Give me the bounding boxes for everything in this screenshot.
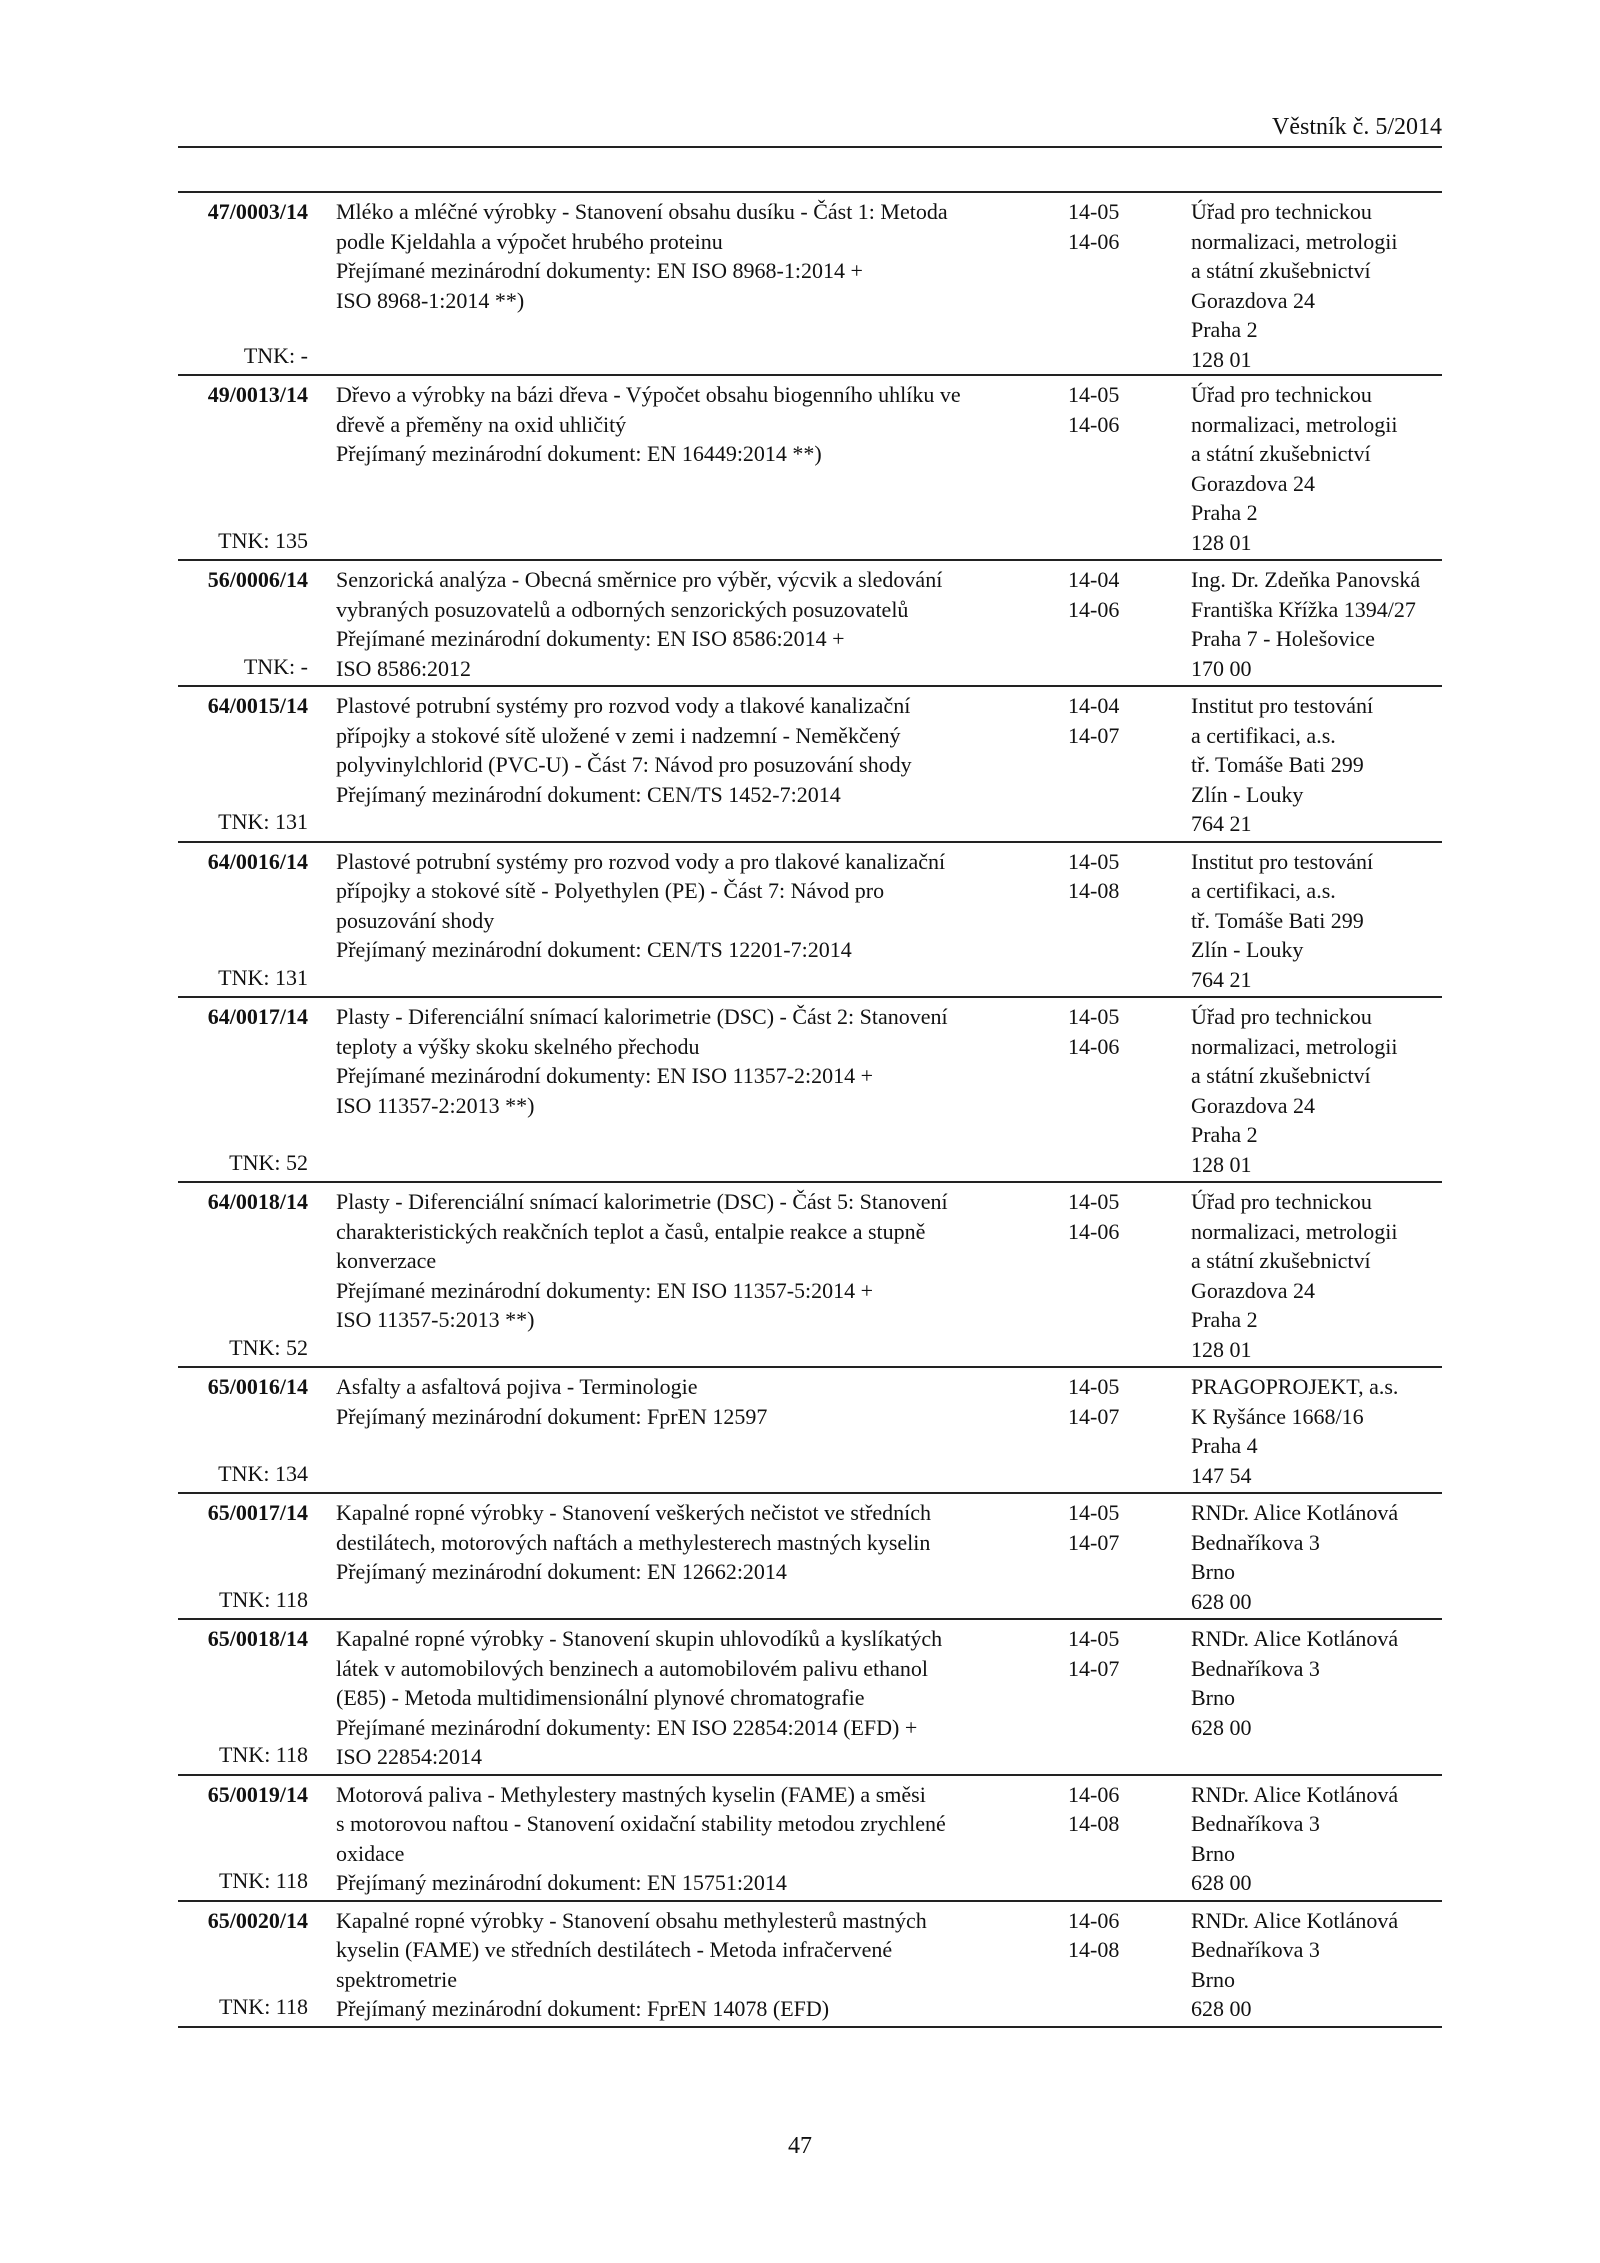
standards-table	[178, 191, 1442, 2028]
record-code: 65/0016/14	[207, 1374, 308, 1399]
description-line: spektrometrie	[336, 1966, 457, 1992]
description-line: přípojky a stokové sítě - Polyethylen (PE) - Část 7: Návod pro	[336, 878, 885, 903]
header-rule	[178, 146, 1442, 148]
description-cell	[336, 1906, 1056, 2024]
tnk-number: TNK: 118	[218, 1994, 308, 2019]
record-code: 65/0019/14	[207, 1781, 308, 1807]
date-value: 14-05	[1068, 382, 1120, 407]
contact-line: Praha 2	[1191, 317, 1258, 342]
contact-cell	[1191, 565, 1451, 683]
record-code: 65/0020/14	[207, 1907, 308, 1933]
table-row	[178, 1494, 1442, 1620]
contact-line: Praha 2	[1191, 1122, 1258, 1147]
dates-cell	[1068, 691, 1188, 750]
dates-cell	[1068, 1372, 1188, 1431]
table-row	[178, 1620, 1442, 1776]
contact-line: Institut pro testování	[1191, 848, 1374, 874]
contact-line: tř. Tomáše Bati 299	[1191, 907, 1364, 933]
contact-cell	[1191, 1624, 1451, 1742]
contact-line: Františka Křížka 1394/27	[1191, 596, 1416, 622]
record-code-cell	[178, 1187, 308, 1362]
contact-line: Gorazdova 24	[1191, 1092, 1316, 1118]
contact-line: a státní zkušebnictví	[1191, 258, 1371, 283]
date-value: 14-06	[1068, 1781, 1120, 1807]
contact-line: RNDr. Alice Kotlánová	[1191, 1500, 1399, 1525]
page-number: 47	[788, 2133, 812, 2159]
record-code: 64/0015/14	[207, 693, 308, 718]
date-value: 14-04	[1068, 567, 1120, 592]
contact-line: Institut pro testování	[1191, 693, 1374, 718]
description-line: přípojky a stokové sítě uložené v zemi i nadzemní - Neměkčený	[336, 722, 901, 748]
description-line: kyselin (FAME) ve středních destilátech - Metoda infračervené	[336, 1937, 893, 1962]
table-row	[178, 1368, 1442, 1494]
record-code-cell	[178, 1906, 308, 2022]
tnk-number: TNK: 118	[218, 1586, 308, 1612]
dates-cell	[1068, 1780, 1188, 1839]
dates-cell	[1068, 380, 1188, 439]
contact-line: Bednaříkova 3	[1191, 1529, 1320, 1555]
contact-line: a státní zkušebnictví	[1191, 1063, 1371, 1088]
contact-line: 628 00	[1191, 1870, 1252, 1895]
contact-cell	[1191, 691, 1451, 839]
record-code-cell	[178, 565, 308, 681]
description-line: (E85) - Metoda multidimensionální plynové chromatografie	[336, 1685, 865, 1710]
description-line: Plastové potrubní systémy pro rozvod vody a tlakové kanalizační	[336, 693, 911, 718]
description-line: Přejímaný mezinárodní dokument: EN 16449:2014 **)	[336, 441, 822, 466]
description-line: dřevě a přeměny na oxid uhličitý	[336, 411, 627, 437]
date-value: 14-07	[1068, 1403, 1120, 1429]
record-code-cell	[178, 1780, 308, 1896]
date-value: 14-05	[1068, 1189, 1120, 1214]
description-line: Kapalné ropné výrobky - Stanovení obsahu methylesterů mastných	[336, 1907, 927, 1933]
contact-line: Praha 7 - Holešovice	[1191, 626, 1375, 651]
date-value: 14-05	[1068, 1004, 1120, 1029]
contact-line: Bednaříkova 3	[1191, 1655, 1320, 1681]
contact-line: a státní zkušebnictví	[1191, 441, 1371, 466]
contact-line: 628 00	[1191, 1996, 1252, 2021]
contact-cell	[1191, 1906, 1451, 2024]
description-line: charakteristických reakčních teplot a časů, entalpie reakce a stupně	[336, 1218, 926, 1244]
description-line: Přejímaný mezinárodní dokument: FprEN 12597	[336, 1403, 768, 1429]
contact-line: 128 01	[1191, 1151, 1252, 1177]
dates-cell	[1068, 1498, 1188, 1557]
description-line: Plasty - Diferenciální snímací kalorimetrie (DSC) - Část 5: Stanovení	[336, 1189, 948, 1214]
journal-title: Věstník č. 5/2014	[1272, 114, 1442, 140]
description-line: látek v automobilových benzinech a automobilovém palivu ethanol	[336, 1655, 929, 1681]
description-line: Přejímané mezinárodní dokumenty: EN ISO 11357-2:2014 +	[336, 1063, 874, 1088]
record-code: 47/0003/14	[207, 199, 308, 224]
contact-line: Úřad pro technickou	[1191, 1189, 1372, 1214]
date-value: 14-07	[1068, 1529, 1120, 1555]
tnk-number: TNK: 52	[229, 1334, 308, 1360]
contact-cell	[1191, 1372, 1451, 1490]
table-row	[178, 1183, 1442, 1368]
description-cell	[336, 691, 1056, 809]
table-row	[178, 998, 1442, 1183]
description-line: vybraných posuzovatelů a odborných senzorických posuzovatelů	[336, 596, 909, 622]
table-row	[178, 191, 1442, 376]
contact-line: a státní zkušebnictví	[1191, 1248, 1371, 1273]
description-line: ISO 11357-2:2013 **)	[336, 1092, 535, 1118]
description-line: polyvinylchlorid (PVC-U) - Část 7: Návod pro posuzování shody	[336, 752, 912, 777]
contact-line: Úřad pro technickou	[1191, 1004, 1372, 1029]
contact-line: Bednaříkova 3	[1191, 1811, 1320, 1836]
description-line: Kapalné ropné výrobky - Stanovení veškerých nečistot ve středních	[336, 1500, 932, 1525]
contact-line: RNDr. Alice Kotlánová	[1191, 1626, 1399, 1651]
description-line: Kapalné ropné výrobky - Stanovení skupin uhlovodíků a kyslíkatých	[336, 1626, 943, 1651]
contact-cell	[1191, 1498, 1451, 1616]
description-line: Plasty - Diferenciální snímací kalorimetrie (DSC) - Část 2: Stanovení	[336, 1004, 948, 1029]
date-value: 14-05	[1068, 199, 1120, 224]
contact-line: Zlín - Louky	[1191, 937, 1304, 962]
tnk-number: TNK: -	[243, 653, 308, 679]
date-value: 14-04	[1068, 693, 1120, 718]
tnk-number: TNK: 131	[218, 964, 308, 990]
tnk-number: TNK: -	[243, 342, 308, 368]
contact-line: tř. Tomáše Bati 299	[1191, 752, 1364, 777]
description-line: destilátech, motorových naftách a methylesterech mastných kyselin	[336, 1529, 931, 1555]
date-value: 14-06	[1068, 1033, 1120, 1059]
contact-line: Ing. Dr. Zdeňka Panovská	[1191, 567, 1421, 592]
date-value: 14-05	[1068, 848, 1120, 874]
record-code: 65/0017/14	[207, 1500, 308, 1525]
contact-line: K Ryšánce 1668/16	[1191, 1403, 1364, 1429]
date-value: 14-05	[1068, 1500, 1120, 1525]
description-line: Plastové potrubní systémy pro rozvod vody a pro tlakové kanalizační	[336, 848, 946, 874]
description-line: Přejímaný mezinárodní dokument: CEN/TS 1452-7:2014	[336, 781, 841, 807]
description-line: Přejímané mezinárodní dokumenty: EN ISO 22854:2014 (EFD) +	[336, 1714, 918, 1740]
contact-line: 170 00	[1191, 655, 1252, 681]
date-value: 14-08	[1068, 878, 1120, 903]
tnk-number: TNK: 131	[218, 809, 308, 834]
table-row	[178, 561, 1442, 687]
description-cell	[336, 1002, 1056, 1120]
contact-line: Brno	[1191, 1966, 1235, 1992]
contact-cell	[1191, 197, 1451, 374]
date-value: 14-06	[1068, 1907, 1120, 1933]
dates-cell	[1068, 1906, 1188, 1965]
contact-line: normalizaci, metrologii	[1191, 1033, 1398, 1059]
contact-line: Gorazdova 24	[1191, 287, 1316, 313]
contact-line: normalizaci, metrologii	[1191, 1218, 1398, 1244]
contact-line: Praha 2	[1191, 500, 1258, 525]
contact-line: 764 21	[1191, 811, 1252, 836]
description-line: Asfalty a asfaltová pojiva - Terminologie	[336, 1374, 698, 1399]
description-line: Dřevo a výrobky na bázi dřeva - Výpočet obsahu biogenního uhlíku ve	[336, 382, 961, 407]
description-line: Mléko a mléčné výrobky - Stanovení obsahu dusíku - Část 1: Metoda	[336, 199, 948, 224]
contact-cell	[1191, 380, 1451, 557]
record-code-cell	[178, 1498, 308, 1614]
description-line: Přejímané mezinárodní dokumenty: EN ISO 11357-5:2014 +	[336, 1277, 874, 1303]
dates-cell	[1068, 197, 1188, 256]
date-value: 14-06	[1068, 596, 1120, 622]
table-row	[178, 376, 1442, 561]
dates-cell	[1068, 847, 1188, 906]
tnk-number: TNK: 52	[229, 1149, 308, 1175]
description-cell	[336, 380, 1056, 469]
record-code: 64/0016/14	[207, 848, 308, 874]
tnk-number: TNK: 134	[218, 1460, 308, 1486]
record-code: 49/0013/14	[207, 382, 308, 407]
contact-cell	[1191, 1002, 1451, 1179]
date-value: 14-08	[1068, 1811, 1120, 1836]
date-value: 14-05	[1068, 1374, 1120, 1399]
record-code: 64/0018/14	[207, 1189, 308, 1214]
description-line: teploty a výšky skoku skelného přechodu	[336, 1033, 700, 1059]
record-code-cell	[178, 1002, 308, 1177]
table-row	[178, 1776, 1442, 1902]
contact-line: a certifikaci, a.s.	[1191, 722, 1336, 748]
contact-line: Gorazdova 24	[1191, 470, 1316, 496]
record-code-cell	[178, 847, 308, 993]
description-line: Přejímané mezinárodní dokumenty: EN ISO 8586:2014 +	[336, 626, 845, 651]
record-code: 65/0018/14	[207, 1626, 308, 1651]
dates-cell	[1068, 1624, 1188, 1683]
contact-line: 128 01	[1191, 1336, 1252, 1362]
contact-line: Brno	[1191, 1559, 1235, 1584]
description-line: Senzorická analýza - Obecná směrnice pro výběr, výcvik a sledování	[336, 567, 943, 592]
record-code: 56/0006/14	[207, 567, 308, 592]
description-cell	[336, 1780, 1056, 1898]
tnk-number: TNK: 118	[218, 1868, 308, 1893]
description-line: konverzace	[336, 1248, 437, 1273]
record-code-cell	[178, 1372, 308, 1488]
description-line: ISO 11357-5:2013 **)	[336, 1307, 535, 1332]
tnk-number: TNK: 118	[218, 1742, 308, 1767]
contact-line: a certifikaci, a.s.	[1191, 878, 1336, 903]
record-code-cell	[178, 691, 308, 837]
description-line: ISO 8968-1:2014 **)	[336, 287, 525, 313]
description-line: Přejímané mezinárodní dokumenty: EN ISO 8968-1:2014 +	[336, 258, 863, 283]
contact-line: Zlín - Louky	[1191, 781, 1304, 807]
contact-line: Úřad pro technickou	[1191, 382, 1372, 407]
contact-cell	[1191, 1187, 1451, 1364]
date-value: 14-07	[1068, 1655, 1120, 1681]
table-row	[178, 1902, 1442, 2028]
table-row	[178, 687, 1442, 843]
description-line: Motorová paliva - Methylestery mastných kyselin (FAME) a směsi	[336, 1781, 926, 1807]
description-line: Přejímaný mezinárodní dokument: CEN/TS 12201-7:2014	[336, 937, 852, 962]
contact-line: 128 01	[1191, 346, 1252, 372]
record-code: 64/0017/14	[207, 1004, 308, 1029]
record-code-cell	[178, 380, 308, 555]
contact-line: normalizaci, metrologii	[1191, 228, 1398, 254]
date-value: 14-05	[1068, 1626, 1120, 1651]
description-line: ISO 8586:2012	[336, 655, 472, 681]
date-value: 14-06	[1068, 411, 1120, 437]
table-row	[178, 843, 1442, 999]
description-cell	[336, 847, 1056, 965]
description-cell	[336, 1498, 1056, 1587]
date-value: 14-06	[1068, 1218, 1120, 1244]
description-line: s motorovou naftou - Stanovení oxidační stability metodou zrychlené	[336, 1811, 946, 1836]
contact-cell	[1191, 1780, 1451, 1898]
contact-line: Gorazdova 24	[1191, 1277, 1316, 1303]
description-cell	[336, 1624, 1056, 1772]
contact-line: Bednaříkova 3	[1191, 1937, 1320, 1962]
contact-line: 128 01	[1191, 529, 1252, 555]
contact-line: Praha 4	[1191, 1433, 1258, 1458]
contact-line: RNDr. Alice Kotlánová	[1191, 1781, 1399, 1807]
contact-line: 628 00	[1191, 1714, 1252, 1740]
description-cell	[336, 565, 1056, 683]
record-code-cell	[178, 1624, 308, 1770]
description-line: podle Kjeldahla a výpočet hrubého proteinu	[336, 228, 723, 254]
description-line: Přejímaný mezinárodní dokument: FprEN 14078 (EFD)	[336, 1996, 830, 2021]
description-line: ISO 22854:2014	[336, 1744, 483, 1769]
contact-line: 628 00	[1191, 1588, 1252, 1614]
contact-line: Brno	[1191, 1840, 1235, 1866]
dates-cell	[1068, 565, 1188, 624]
contact-cell	[1191, 847, 1451, 995]
contact-line: Praha 2	[1191, 1307, 1258, 1332]
description-cell	[336, 1187, 1056, 1335]
contact-line: Úřad pro technickou	[1191, 199, 1372, 224]
date-value: 14-06	[1068, 228, 1120, 254]
dates-cell	[1068, 1002, 1188, 1061]
date-value: 14-07	[1068, 722, 1120, 748]
description-cell	[336, 197, 1056, 315]
description-cell	[336, 1372, 1056, 1431]
dates-cell	[1068, 1187, 1188, 1246]
description-line: posuzování shody	[336, 907, 495, 933]
contact-line: 764 21	[1191, 966, 1252, 992]
contact-line: Brno	[1191, 1685, 1235, 1710]
tnk-number: TNK: 135	[218, 527, 308, 553]
description-line: oxidace	[336, 1840, 405, 1866]
contact-line: 147 54	[1191, 1462, 1252, 1488]
contact-line: RNDr. Alice Kotlánová	[1191, 1907, 1399, 1933]
description-line: Přejímaný mezinárodní dokument: EN 12662:2014	[336, 1559, 787, 1584]
date-value: 14-08	[1068, 1937, 1120, 1962]
record-code-cell	[178, 197, 308, 370]
contact-line: normalizaci, metrologii	[1191, 411, 1398, 437]
description-line: Přejímaný mezinárodní dokument: EN 15751:2014	[336, 1870, 787, 1895]
contact-line: PRAGOPROJEKT, a.s.	[1191, 1374, 1399, 1399]
